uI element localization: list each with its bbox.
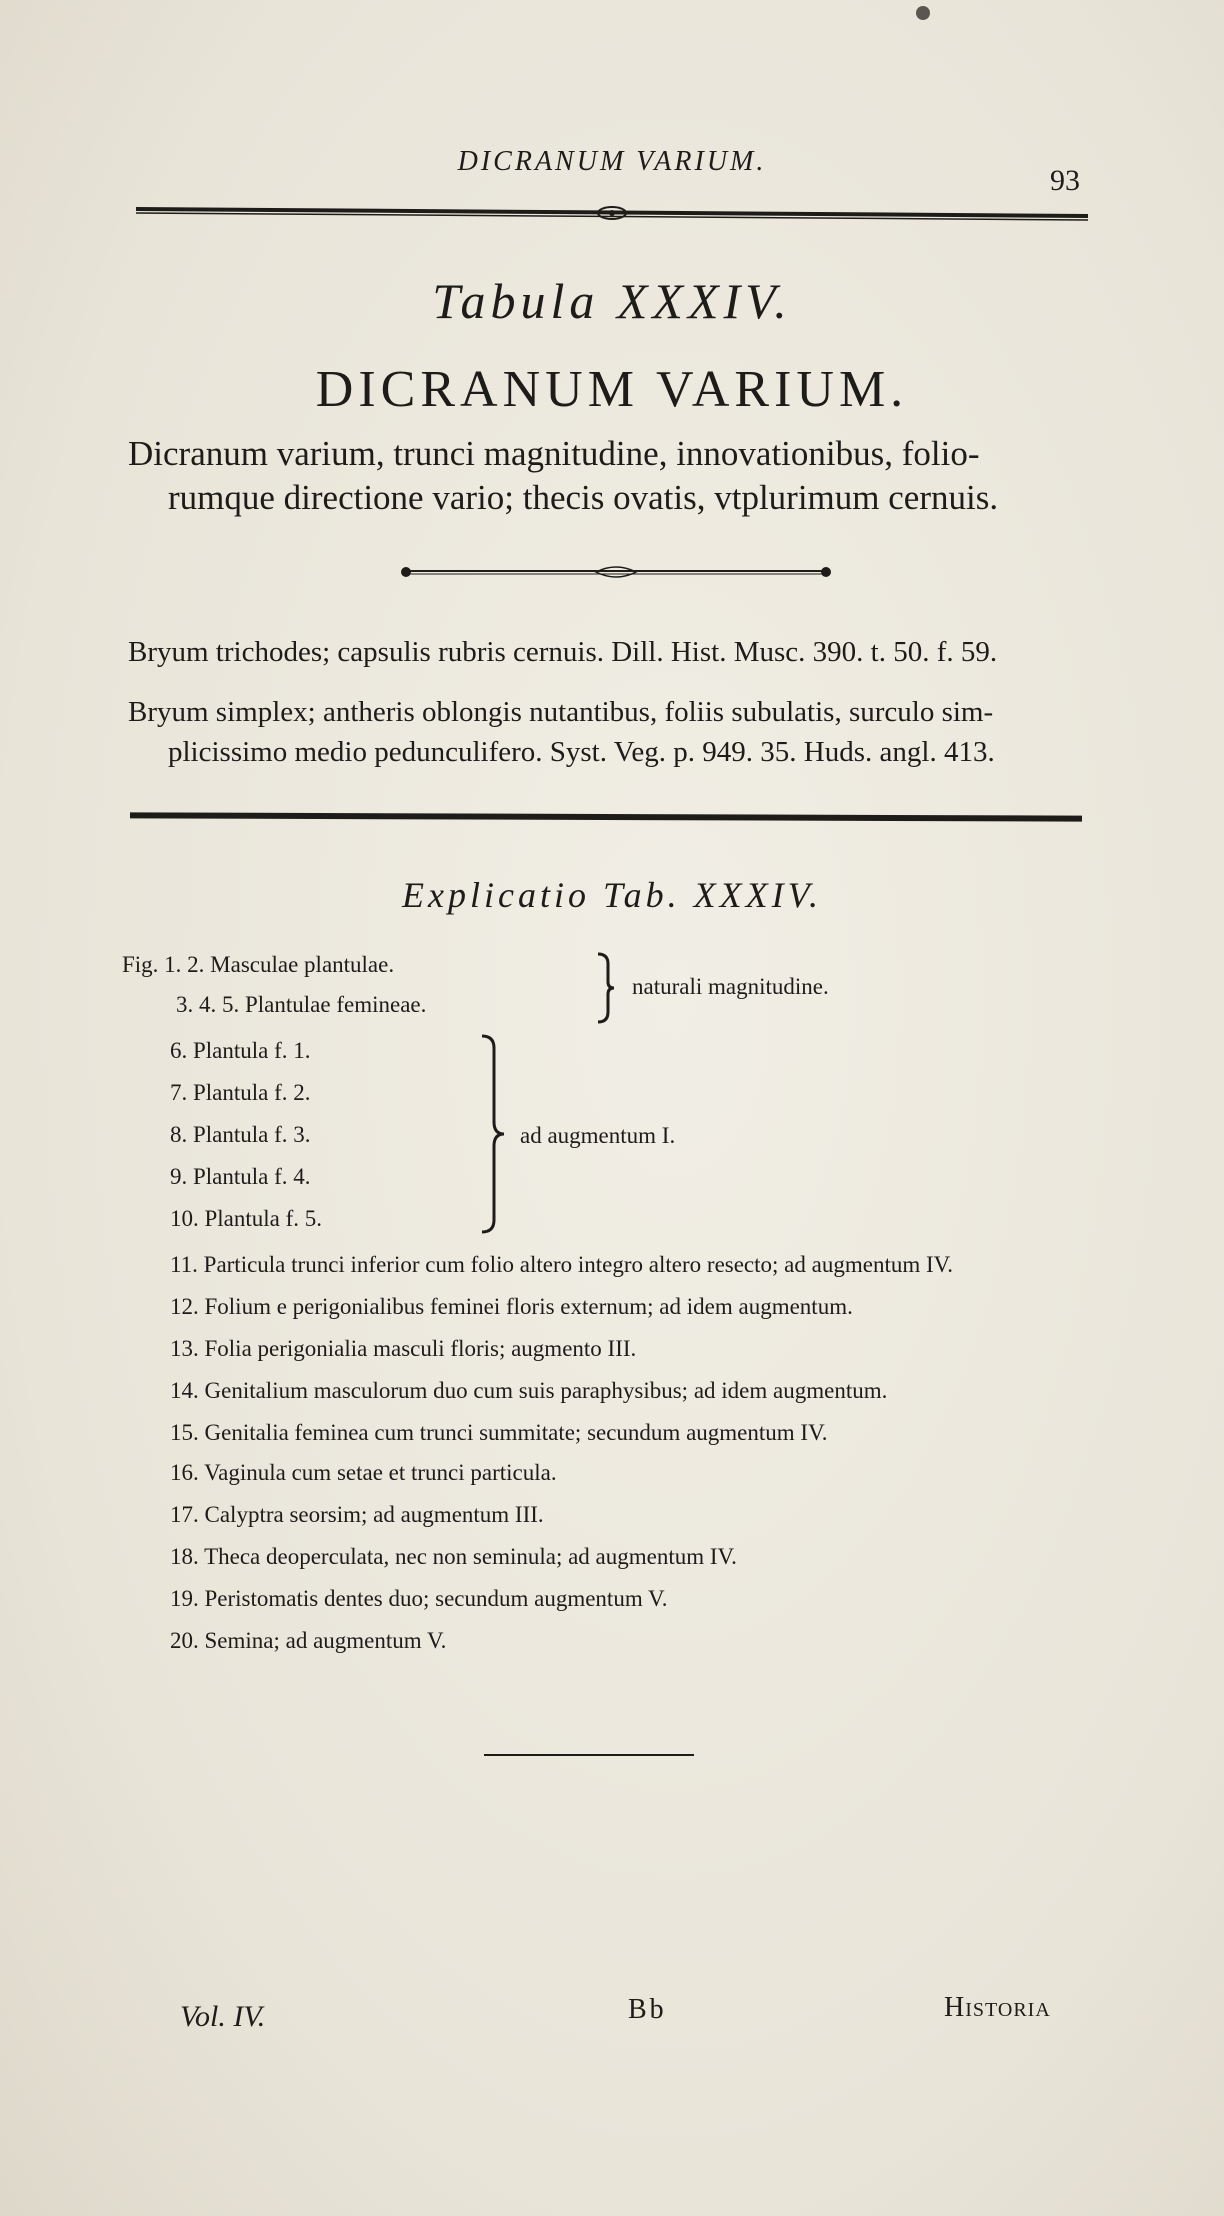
figure-item: 14. Genitalium masculorum duo cum suis paraphysibus; ad idem augmentum.: [170, 1378, 888, 1403]
figure-item: 10. Plantula f. 5.: [170, 1206, 323, 1231]
figure-item: 6. Plantula f. 1.: [170, 1038, 311, 1063]
synonym-2-line-1: Bryum simplex; antheris oblongis nutantibus, foliis subulatis, surculo sim-: [128, 696, 994, 728]
explicatio-heading: Explicatio Tab. XXXIV.: [402, 875, 822, 915]
ink-spot: [916, 6, 930, 20]
ornamental-rule-top: [136, 200, 1088, 226]
signature-mark: Bb: [628, 1994, 667, 2025]
volume-label: Vol. IV.: [180, 2000, 266, 2033]
running-head: DICRANUM VARIUM.: [457, 146, 767, 177]
description-line-2: rumque directione vario; thecis ovatis, vtplurimum cernuis.: [168, 478, 999, 517]
page-number: 93: [1050, 164, 1080, 197]
section-rule: [130, 812, 1082, 821]
species-description: [128, 432, 1092, 520]
figure-item: 12. Folium e perigonialibus feminei floris externum; ad idem augmentum.: [170, 1294, 853, 1319]
brace-natural-size: [594, 952, 618, 1024]
ornamental-rule-middle: [396, 560, 836, 582]
catchword: HISTORIA: [944, 1992, 1051, 2023]
figure-item: 7. Plantula f. 2.: [170, 1080, 311, 1105]
synonym-2: [128, 692, 1092, 772]
figure-item: 16. Vaginula cum setae et trunci particula.: [170, 1460, 557, 1485]
figure-item: 3. 4. 5. Plantulae femineae.: [176, 992, 427, 1017]
figure-item: Fig. 1. 2. Masculae plantulae.: [122, 952, 395, 977]
figure-item: 15. Genitalia feminea cum trunci summitate; secundum augmentum IV.: [170, 1420, 828, 1445]
closing-rule: [484, 1754, 694, 1756]
species-title: DICRANUM VARIUM.: [315, 361, 909, 418]
figure-item: 11. Particula trunci inferior cum folio altero integro altero resecto; ad augmentum IV.: [170, 1252, 954, 1277]
description-line-1: Dicranum varium, trunci magnitudine, innovationibus, folio-: [128, 434, 980, 473]
figure-item: 17. Calyptra seorsim; ad augmentum III.: [170, 1502, 544, 1527]
plate-title: Tabula XXXIV.: [432, 273, 792, 329]
figure-item: 8. Plantula f. 3.: [170, 1122, 311, 1147]
figure-item: 19. Peristomatis dentes duo; secundum augmentum V.: [170, 1586, 668, 1611]
brace-label-augmentum-i: ad augmentum I.: [520, 1123, 676, 1148]
figure-item: 20. Semina; ad augmentum V.: [170, 1628, 447, 1653]
synonym-1: Bryum trichodes; capsulis rubris cernuis. Dill. Hist. Musc. 390. t. 50. f. 59.: [128, 636, 998, 668]
synonym-2-line-2: plicissimo medio pedunculifero. Syst. Veg. p. 949. 35. Huds. angl. 413.: [168, 736, 995, 768]
figure-item: 13. Folia perigonialia masculi floris; augmento III.: [170, 1336, 637, 1361]
figure-item: 18. Theca deoperculata, nec non seminula; ad augmentum IV.: [170, 1544, 737, 1569]
figure-item: 9. Plantula f. 4.: [170, 1164, 311, 1189]
brace-augmentum-i: [478, 1034, 508, 1234]
brace-label-natural-size: naturali magnitudine.: [632, 974, 829, 999]
